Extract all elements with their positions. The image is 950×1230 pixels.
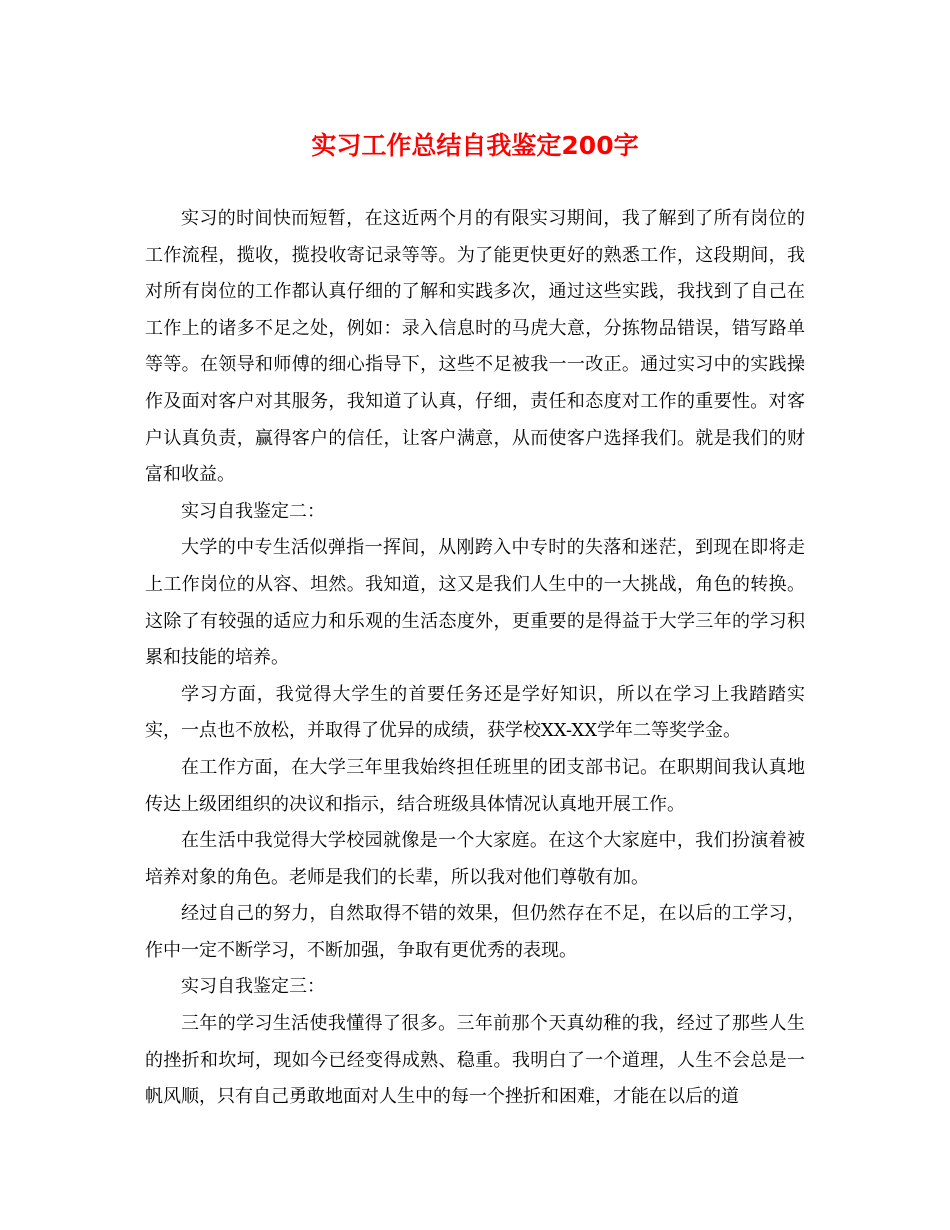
- paragraph-6: 经过自己的努力，自然取得不错的效果，但仍然存在不足，在以后的工学习，作中一定不断学习，不断加强，争取有更优秀的表现。: [145, 903, 805, 961]
- paragraph-2: 大学的中专生活似弹指一挥间，从刚跨入中专时的失落和迷茫，到现在即将走上工作岗位的从容、坦然。我知道，这又是我们人生中的一大挑战，角色的转换。这除了有较强的适应力和乐观的生活态度外，更重要的是得益于大学三年的学习积累和技能的培养。: [145, 537, 805, 669]
- paragraph-4: 在工作方面，在大学三年里我始终担任班里的团支部书记。在职期间我认真地传达上级团组织的决议和指示，结合班级具体情况认真地开展工作。: [145, 756, 805, 815]
- document-title: 实习工作总结自我鉴定200字: [311, 131, 639, 160]
- section-heading-2: 实习自我鉴定二：: [181, 500, 325, 522]
- paragraph-1: 实习的时间快而短暂，在这近两个月的有限实习期间，我了解到了所有岗位的工作流程，揽收，揽投收寄记录等等。为了能更快更好的熟悉工作，这段期间，我对所有岗位的工作都认真仔细的了解和实践多次，通过这些实践，我找到了自己在工作上的诸多不足之处，例如：录入信息时的马虎大意，分拣物品错误，错写路单等等。在领导和师傅的细心指导下，这些不足被我一一改正。通过实习中的实践操作及面对客户对其服务，我知道了认真，仔细，责任和态度对工作的重要性。对客户认真负责，赢得客户的信任，让客户满意，从而使客户选择我们。就是我们的财富和收益。: [145, 208, 805, 486]
- section-heading-3: 实习自我鉴定三：: [181, 976, 325, 998]
- document-body: [145, 201, 805, 1116]
- paragraph-5: 在生活中我觉得大学校园就像是一个大家庭。在这个大家庭中，我们扮演着被培养对象的角色。老师是我们的长辈，所以我对他们尊敬有加。: [145, 830, 805, 888]
- paragraph-3: 学习方面，我觉得大学生的首要任务还是学好知识，所以在学习上我踏踏实实，一点也不放松，并取得了优异的成绩，获学校XX-XX学年二等奖学金。: [145, 683, 805, 742]
- paragraph-7: 三年的学习生活使我懂得了很多。三年前那个天真幼稚的我，经过了那些人生的挫折和坎坷，现如今已经变得成熟、稳重。我明白了一个道理，人生不会总是一帆风顺，只有自己勇敢地面对人生中的每一个挫折和困难，才能在以后的道: [145, 1013, 805, 1108]
